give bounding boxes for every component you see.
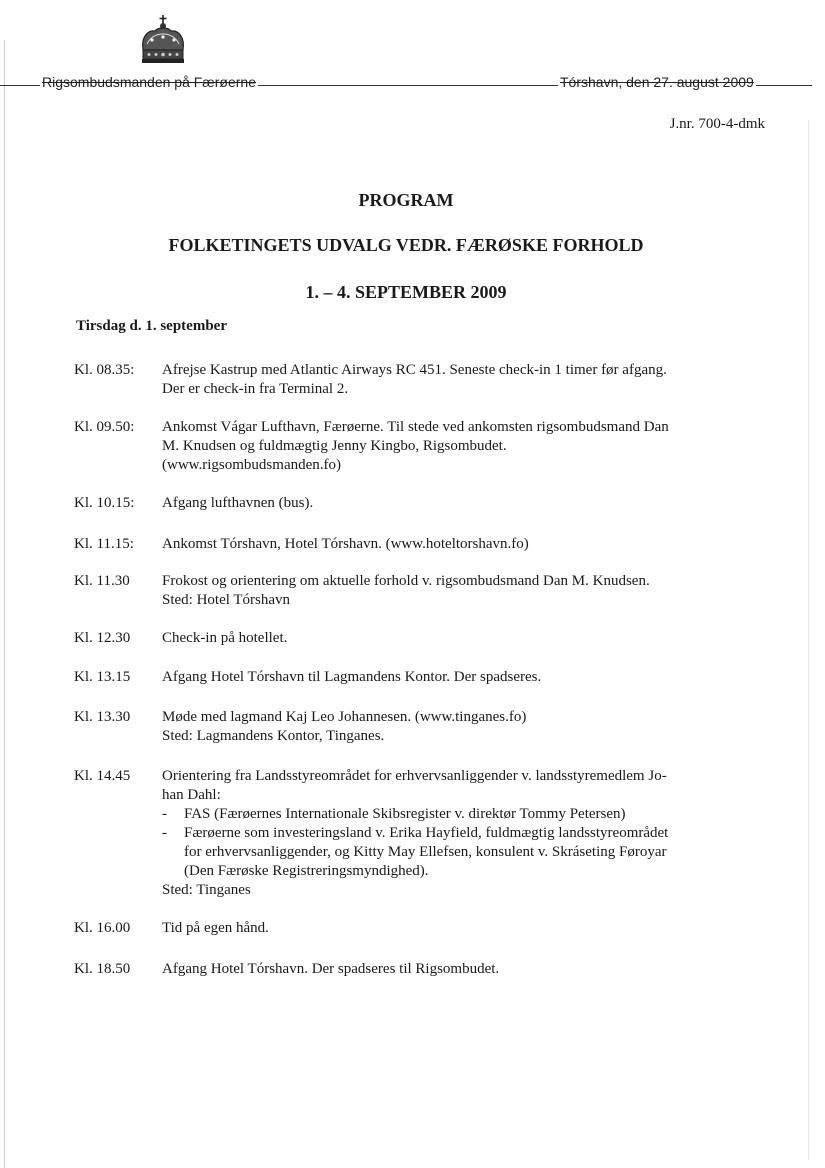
description-line: Ankomst Vágar Lufthavn, Færøerne. Til stede ved ankomsten rigsombudsmand Dan bbox=[162, 419, 669, 435]
schedule-description bbox=[162, 708, 732, 746]
description-line: Sted: Hotel Tórshavn bbox=[162, 592, 291, 608]
schedule-time: Kl. 18.50 bbox=[74, 961, 131, 977]
committee-title: FOLKETINGETS UDVALG VEDR. FÆRØSKE FORHOLD bbox=[168, 235, 644, 255]
schedule-time: Kl. 10.15: bbox=[74, 495, 135, 511]
bullet-line: Færøerne som investeringsland v. Erika Hayfield, fuldmægtig landsstyreområdet bbox=[184, 825, 669, 841]
date-range-title: 1. – 4. SEPTEMBER 2009 bbox=[305, 282, 507, 302]
schedule-time: Kl. 11.30 bbox=[74, 573, 130, 589]
schedule-time: Kl. 12.30 bbox=[74, 630, 131, 646]
bullet-dash: - bbox=[162, 825, 167, 841]
description-line: Sted: Lagmandens Kontor, Tinganes. bbox=[162, 728, 385, 744]
bullet-dash: - bbox=[162, 806, 167, 822]
program-title: PROGRAM bbox=[358, 190, 454, 210]
bullet-item bbox=[162, 824, 732, 881]
bullet-line: (Den Færøske Registreringsmyndighed). bbox=[184, 863, 429, 879]
day-heading: Tirsdag d. 1. september bbox=[76, 318, 227, 334]
description-line: Afrejse Kastrup med Atlantic Airways RC 451. Seneste check-in 1 timer før afgang. bbox=[162, 362, 667, 378]
description-line: Check-in på hotellet. bbox=[162, 630, 288, 646]
journal-number: J.nr. 700-4-dmk bbox=[669, 116, 765, 132]
location-line: Sted: Tinganes bbox=[162, 882, 251, 898]
schedule-description bbox=[162, 629, 732, 648]
description-line: Møde med lagmand Kaj Leo Johannesen. (www.tinganes.fo) bbox=[162, 709, 527, 725]
schedule-description bbox=[162, 919, 732, 938]
scan-edge-line-right bbox=[808, 120, 809, 1160]
schedule-time: Kl. 08.35: bbox=[74, 362, 135, 378]
description-line: han Dahl: bbox=[162, 787, 221, 803]
office-name: Rigsombudsmanden på Færøerne bbox=[42, 74, 256, 90]
description-line: Der er check-in fra Terminal 2. bbox=[162, 381, 349, 397]
schedule-description bbox=[162, 960, 732, 979]
description-line: (www.rigsombudsmanden.fo) bbox=[162, 457, 341, 473]
description-line: Afgang lufthavnen (bus). bbox=[162, 495, 314, 511]
schedule-description bbox=[162, 572, 732, 610]
bullet-item bbox=[162, 805, 732, 824]
description-line: Afgang Hotel Tórshavn. Der spadseres til Rigsombudet. bbox=[162, 961, 500, 977]
schedule-description bbox=[162, 535, 732, 554]
bullet-line: for erhvervsanliggender, og Kitty May Ellefsen, konsulent v. Skráseting Føroyar bbox=[184, 844, 667, 860]
schedule-time: Kl. 09.50: bbox=[74, 419, 135, 435]
description-line: Orientering fra Landsstyreområdet for erhvervsanliggender v. landsstyremedlem Jo- bbox=[162, 768, 667, 784]
schedule-time: Kl. 11.15: bbox=[74, 536, 134, 552]
crown-logo-icon bbox=[137, 14, 189, 66]
schedule-description bbox=[162, 418, 732, 475]
description-line: Tid på egen hånd. bbox=[162, 920, 269, 936]
schedule-time: Kl. 14.45 bbox=[74, 768, 131, 784]
description-line: Ankomst Tórshavn, Hotel Tórshavn. (www.hoteltorshavn.fo) bbox=[162, 536, 529, 552]
description-line: M. Knudsen og fuldmægtig Jenny Kingbo, Rigsombudet. bbox=[162, 438, 507, 454]
description-line: Afgang Hotel Tórshavn til Lagmandens Kontor. Der spadseres. bbox=[162, 669, 542, 685]
place-and-date: Tórshavn, den 27. august 2009 bbox=[560, 74, 754, 90]
schedule-time: Kl. 13.15 bbox=[74, 669, 131, 685]
schedule-description bbox=[162, 361, 732, 399]
schedule-description bbox=[162, 767, 732, 900]
bullet-line: FAS (Færøernes Internationale Skibsregister v. direktør Tommy Petersen) bbox=[184, 806, 626, 822]
schedule-description bbox=[162, 494, 732, 513]
description-line: Frokost og orientering om aktuelle forhold v. rigsombudsmand Dan M. Knudsen. bbox=[162, 573, 650, 589]
schedule-description bbox=[162, 668, 732, 687]
schedule-time: Kl. 13.30 bbox=[74, 709, 131, 725]
schedule-time: Kl. 16.00 bbox=[74, 920, 131, 936]
